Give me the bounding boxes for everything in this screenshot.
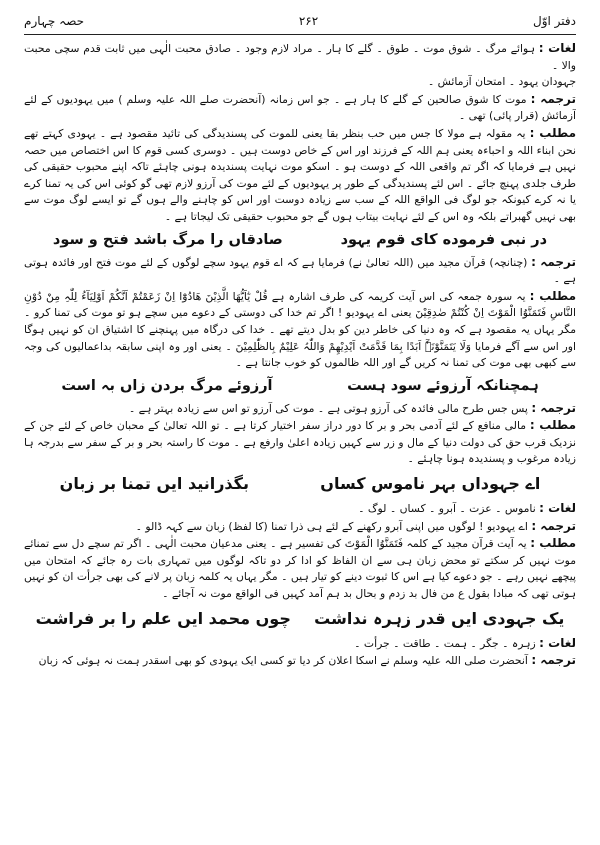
entry: [24, 417, 576, 468]
page-number: ۲۶۲: [298, 14, 319, 28]
entry-text: مالی منافع کے لئے آدمی بحر و بر کا دور دراز سفر اختیار کرتا ہے ۔ تو اللہ تعالیٰ کے محبان خاص کے لئے جن کے نزدیک قرب حق کی دولت دنیا کے مال و زر سے کہیں زیادہ اعلیٰ وارفع ہے ۔ موت کا راستہ بحر و بر کے سفر سے بدرجہ ہا زیادہ مرغوب و پسندیدہ ہونا چاہئے ۔: [24, 419, 576, 466]
entry: [24, 635, 576, 653]
entry-text: موت کا شوق صالحین کے گلے کا ہار ہے ۔ جو اس زمانہ (آنحضرت صلے اللہ علیہ وسلم ) میں یہودیوں کے لئے آزمائش (قرار پائی) تھی ۔: [24, 92, 576, 123]
entry: [24, 288, 576, 372]
entry: [24, 518, 576, 536]
verse-first-hemistich: ہمچنانکہ آرزوئے سود ہست: [347, 377, 539, 394]
entry: [24, 254, 576, 288]
verse-couplet: [24, 604, 576, 634]
entry-label: مطلب :: [529, 288, 576, 303]
entry-label: مطلب :: [529, 125, 576, 140]
entry: [24, 652, 576, 670]
verse-second-hemistich: چوں محمد ایں علم را بر فراشت: [35, 608, 291, 628]
entry-text: زہرہ ۔ جگر ۔ ہمت ۔ طاقت ۔ جرأت ۔: [354, 636, 536, 650]
verse-couplet: [24, 373, 576, 399]
entry: [24, 400, 576, 418]
volume-title: دفتر اوّل: [533, 14, 576, 28]
entry-label: ترجمہ :: [531, 653, 576, 668]
entry-label: لغات :: [539, 501, 576, 516]
verse-second-hemistich: صادقاں را مرگ باشد فتح و سود: [52, 231, 283, 248]
page-body: [24, 40, 576, 837]
entry-text: پس جس طرح مالی فائدہ کی آرزو ہوتی ہے ۔ موت کی آرزو تو اس سے زیادہ بہتر ہے ۔: [128, 401, 528, 415]
entry-text: (چنانچہ) قرآن مجید میں (اللہ تعالیٰ نے) فرمایا ہے کہ اے قوم یہود سچے لوگوں کے لئے موت فتح اور فائدہ ہوتی ہے ۔: [24, 255, 576, 286]
entry-text: اے یہودیو ! لوگوں میں اپنی آبرو رکھنے کے لئے ہی ذرا تمنا (کا لفظ) زبان سے کہہ ڈالو ۔: [135, 519, 528, 533]
entry-text: ناموس ۔ عزت ۔ آبرو ۔ کساں ۔ لوگ ۔: [358, 502, 536, 516]
entry-label: مطلب :: [529, 418, 576, 433]
entry: [24, 500, 576, 518]
entry-text: یہ آیت قرآن مجید کے کلمہ فَتَمَنَّوُا الْمَوْتَ کی تفسیر ہے ۔ یعنی مدعیان محبت الٰہی ۔ اگر تم سچے دل سے تمنائے موت نہیں کر سکتے تو محض زبان ہی سے ان الفاظ کو ادا کر دو تاکہ لوگوں میں تمہاری بات رہ جائے کہ امتحان میں پیچھے نہیں رہے ۔ جو دعوے کیا ہے اس کا ثبوت دینے کو تیار ہیں ۔ مگر یہاں یہ کلمہ زبان پر لانے کی بھی جرأت ان کو نہیں ہوتی تھی کہ مبادا بقول ع من فال بد زدم و بحال بد ہم آمد کہیں فی الواقع موت نہ آجائے ۔: [24, 537, 576, 601]
entry-label: ترجمہ :: [531, 400, 576, 415]
verse-second-hemistich: بگذرانید ایں تمنا بر زبان: [59, 474, 249, 494]
entry-text: جہودان یہود ۔ امتحان آزمائش ۔: [427, 75, 576, 89]
entry: [24, 74, 576, 91]
entry: [24, 125, 576, 226]
entry: [24, 91, 576, 125]
part-title: حصہ چہارم: [24, 14, 85, 28]
entry-label: ترجمہ :: [530, 91, 576, 106]
verse-first-hemistich: در نبی فرموده کای قوم یہود: [340, 231, 548, 248]
page-header: [24, 10, 576, 32]
verse-couplet: [24, 469, 576, 499]
entry-text: یہ مقولہ ہے مولا کا جس میں حب بنظر بقا یعنی للموت کی پسندیدگی کی تائید مقصود ہے ۔ یہودی کہتے تھے نحن ابناء اللہ و احباءہ یعنی ہم اللہ کے فرزند اور اس کے خاص دوست ہیں ۔ دوسری کسی قوم کا اس اختصاص میں حصہ نہیں ہے فرمایا کہ اگر تم واقعی اللہ کے دوست ہو ۔ اسکو موت نہایت پسندیدہ ہونی چاہئے تاکہ اپنے محبوب حقیقی کی طرف جلدی پہنچ جائے ۔ اس لئے پسندیدگی کے طور پر یہودیوں کے لئے موت کی آرزو لازم تھی گو کوئی اس کی یہ تمنا کرے یا نہ کرے کیونکہ جو لوگ فی الواقع اللہ کے سب سے زیادہ دوست اور اس کو چاہنے والے ہوں گے تو ایسے لوگ موت سے بھی نہیں گھبراتے بلکہ وہ اس کے لئے نہایت بیتاب ہوں گے جو محبوب حقیقی تک لیجاتا ہے ۔: [24, 126, 576, 223]
entry-label: لغات :: [539, 635, 576, 650]
verse-first-hemistich: اے جہوداں بہر ناموس کساں: [320, 474, 541, 494]
entry-text: ہوائے مرگ ۔ شوق موت ۔ طوق ۔ گلے کا ہار ۔ مراد لازم وجود ۔ صادق محبت الٰہی میں ثابت قدم سچی محبت والا ۔: [24, 42, 576, 72]
entry-text: آنحضرت صلی اللہ علیہ وسلم نے اسکا اعلان کر دیا تو کسی ایک یہودی کو بھی اسقدر ہمت نہ ہوئی کہ زبان: [38, 654, 528, 668]
verse-second-hemistich: آرزوئے مرگ بردن زاں بہ است: [61, 377, 273, 394]
verse-first-hemistich: یک جہودی ایں قدر زہرہ نداشت: [314, 608, 565, 628]
entry: [24, 535, 576, 602]
entry-label: لغات :: [538, 41, 576, 55]
entry-text: یہ سورہ جمعہ کی اس آیت کریمہ کی طرف اشارہ ہے قُلْ یٰٓاَیُّھَا الَّذِیْنَ ھَادُوْٓا اِنْ زَعَمْتُمْ اَنَّکُمْ اَوْلِیَآءُ لِلّٰہِ مِنْ دُوْنِ النَّاسِ فَتَمَنَّوُا الْمَوْتَ اِنْ کُنْتُمْ صٰدِقِیْنَ یعنی اے یہودیو ! اگر تم خدا کی دوستی کے دعوے میں سچے ہو تو موت کی تمنا کرو ۔ مگر یہاں یہ مقصود ہے کہ وہ دنیا کی خاطر دین کو بدل دیتے تھے ۔ خدا کی درگاہ میں پہنچنے کا اشتیاق ان کو نہیں ہوگا اور اس سے آگے فرمایا وَلَا یَتَمَنَّوْنَہٗٓ اَبَدًا بِمَا قَدَّمَتْ اَیْدِیْھِمْ وَاللّٰہُ عَلِیْمٌ بِالظّٰلِمِیْنَ ۔ یعنی اور وہ اپنی سابقہ بداعمالیوں کی وجہ سے کبھی بھی موت کی تمنا نہ کریں گے اور اللہ ظالموں کو خوب جانتا ہے ۔: [24, 289, 576, 370]
entry: [24, 40, 576, 74]
entry-label: ترجمہ :: [531, 254, 576, 269]
header-rule: [24, 34, 576, 35]
entry-label: ترجمہ :: [531, 518, 576, 533]
entry-label: مطلب :: [530, 536, 576, 551]
verse-couplet: [24, 227, 576, 253]
